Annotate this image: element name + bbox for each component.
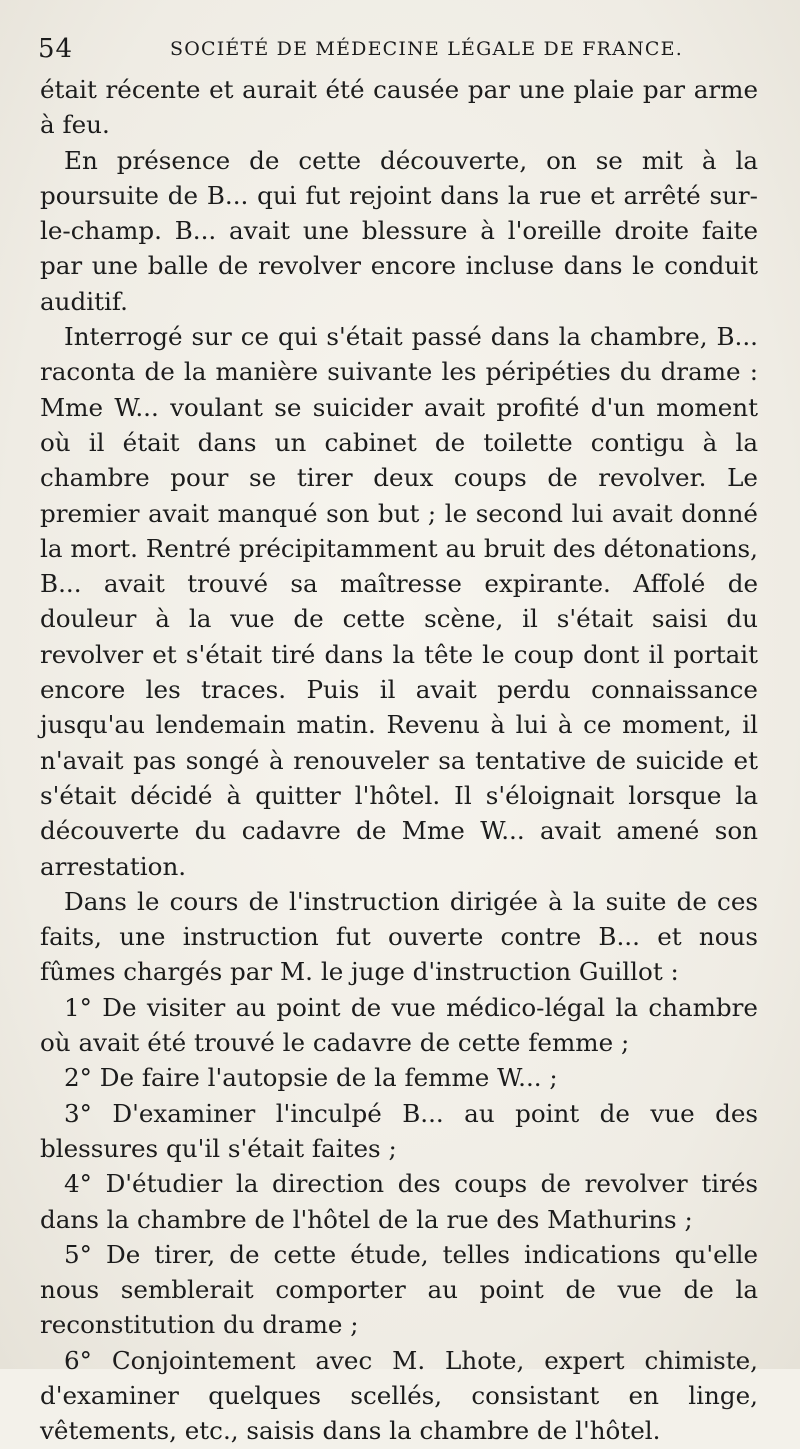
paragraph-continuation: était récente et aurait été causée par une plaie par arme à feu.: [40, 75, 758, 140]
list-item-1: 1° De visiter au point de vue médico-légal la chambre où avait été trouvé le cadavre de cette femme ;: [40, 992, 758, 1058]
paragraph-instruction: Dans le cours de l'instruction dirigée à la suite de ces faits, une instruction fut ouverte contre B... et nous fûmes chargés par M. le juge d'instruction Guillot :: [40, 886, 758, 987]
list-item-5: 5° De tirer, de cette étude, telles indications qu'elle nous semblerait comporter au point de vue de la reconstitution du drame ;: [40, 1239, 758, 1340]
body-text: [40, 72, 758, 1449]
page-number: 54: [38, 34, 74, 64]
paragraph-interrogation: Interrogé sur ce qui s'était passé dans la chambre, B... raconta de la manière suivante les péripéties du drame : Mme W... voulant se suicider avait profité d'un moment où il était dans un cabinet de toilette contigu à la chambre pour se tirer deux coups de revolver. Le premier avait manqué son but ; le second lui avait donné la mort. Rentré précipitamment au bruit des détonations, B... avait trouvé sa maîtresse expirante. Affolé de douleur à la vue de cette scène, il s'était saisi du revolver et s'était tiré dans la tête le coup dont il portait encore les traces. Puis il avait perdu connaissance jusqu'au lendemain matin. Revenu à lui à ce moment, il n'avait pas songé à renouveler sa tentative de suicide et s'était décidé à quitter l'hôtel. Il s'éloignait lorsque la découverte du cadavre de Mme W... avait amené son arrestation.: [40, 322, 758, 881]
running-head: SOCIÉTÉ DE MÉDECINE LÉGALE DE FRANCE.: [170, 38, 683, 60]
list-item-3: 3° D'examiner l'inculpé B... au point de vue des blessures qu'il s'était faites ;: [40, 1098, 758, 1163]
list-item-2: 2° De faire l'autopsie de la femme W... ;: [64, 1063, 558, 1093]
paragraph-pursuit: En présence de cette découverte, on se mit à la poursuite de B... qui fut rejoint dans la rue et arrêté sur-le-champ. B... avait une blessure à l'oreille droite faite par une balle de revolver encore incluse dans le conduit auditif.: [40, 145, 758, 316]
list-item-6: 6° Conjointement avec M. Lhote, expert chimiste, d'examiner quelques scellés, consistant en linge, vêtements, etc., saisis dans la chambre de l'hôtel.: [40, 1345, 758, 1446]
page-header: [38, 34, 758, 74]
list-item-4: 4° D'étudier la direction des coups de revolver tirés dans la chambre de l'hôtel de la rue des Mathurins ;: [40, 1169, 758, 1234]
